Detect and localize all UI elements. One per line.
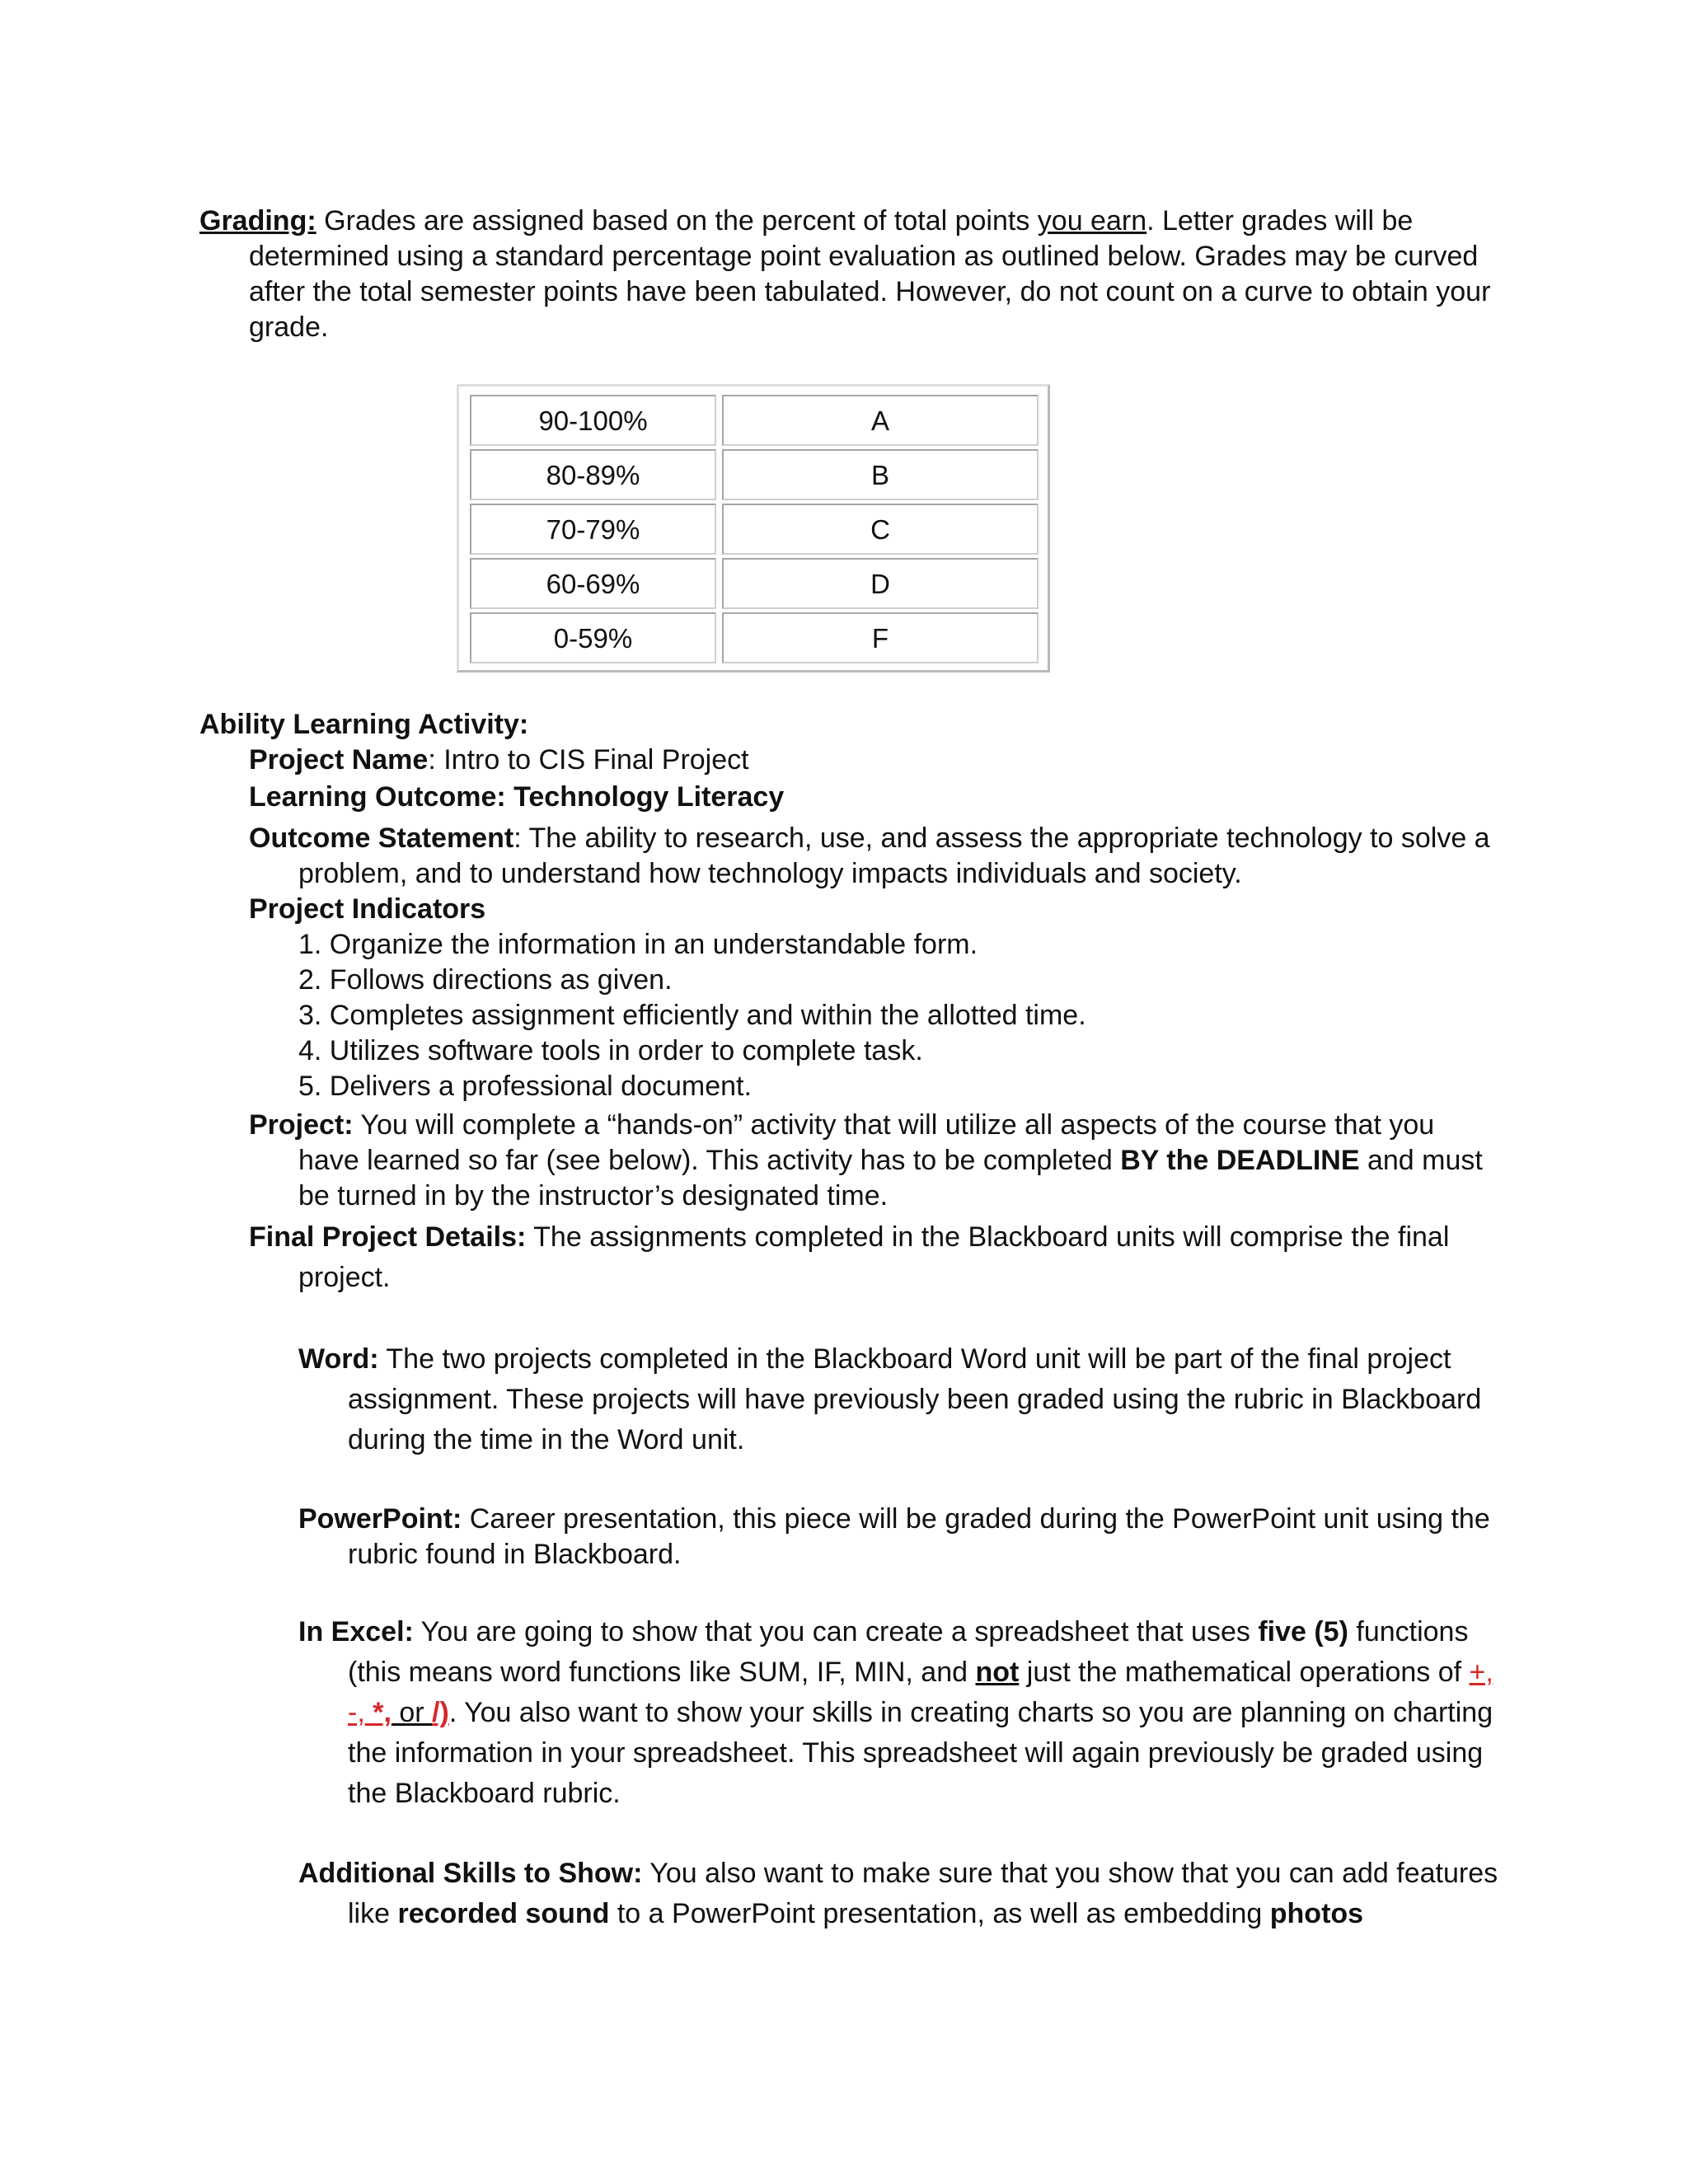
photos-emphasis: photos xyxy=(1269,1898,1364,1929)
outcome-statement-label: Outcome Statement xyxy=(249,823,514,854)
not-emphasis: not xyxy=(975,1657,1020,1688)
deadline-emphasis: BY the DEADLINE xyxy=(1120,1145,1360,1176)
spacer xyxy=(199,1298,1502,1339)
word-paragraph: Word: The two projects completed in the Blackboard Word unit will be part of the final project assignment. These projects will have previously been graded using the rubric in Blackboard during the time in the Word unit. xyxy=(298,1343,1482,1455)
grading-text-continued: . Letter grades will be determined using a standard percentage point evaluation as outlined below. Grades may be curved after the total semester points have been tabulated. However, do not count on a curve to obtain your grade. xyxy=(249,205,1491,343)
outcome-statement-text: : The ability to research, use, and assess the appropriate technology to solve a problem, and to understand how technology impacts individuals and society. xyxy=(298,823,1490,889)
grade-row xyxy=(470,395,1039,446)
grade-letter-cell: C xyxy=(722,504,1039,555)
grade-row xyxy=(470,449,1039,500)
final-project-details: Final Project Details: The assignments completed in the Blackboard units will comprise the final project. xyxy=(249,1221,1450,1293)
spacer xyxy=(199,1814,1502,1854)
word-label: Word: xyxy=(298,1343,379,1375)
grading-text: Grades are assigned based on the percent of total points xyxy=(316,205,1038,237)
indicator-item: 4. Utilizes software tools in order to complete task. xyxy=(298,1035,923,1066)
divide-operator: /) xyxy=(432,1697,449,1728)
five-functions-emphasis: five (5) xyxy=(1258,1616,1348,1647)
multiply-operator: *, xyxy=(364,1697,392,1728)
grading-section xyxy=(199,204,1502,345)
recorded-sound-emphasis: recorded sound xyxy=(397,1898,610,1929)
grade-letter-cell: F xyxy=(722,612,1039,663)
project-indicators-list xyxy=(199,927,1502,1104)
spacer xyxy=(199,1572,1502,1612)
grade-row xyxy=(470,558,1039,609)
final-project-details-label: Final Project Details: xyxy=(249,1221,527,1253)
ability-heading: Ability Learning Activity: xyxy=(199,709,529,740)
indicator-item: 5. Delivers a professional document. xyxy=(298,1071,752,1102)
grade-range-cell: 90-100% xyxy=(470,395,716,446)
grade-range-cell: 60-69% xyxy=(470,558,716,609)
project-paragraph: Project: You will complete a “hands-on” activity that will utilize all aspects of the course that you have learned so far (see below). This activity has to be completed BY the DEADLINE and must be turned in by the instructor’s designated time. xyxy=(249,1109,1483,1212)
outcome-statement xyxy=(199,821,1502,892)
grade-letter-cell: D xyxy=(722,558,1039,609)
indicator-item: 2. Follows directions as given. xyxy=(298,964,673,996)
plus-operator: +, xyxy=(1469,1657,1493,1688)
project-label: Project: xyxy=(249,1109,354,1141)
or-text: or xyxy=(391,1697,433,1728)
project-indicators-label: Project Indicators xyxy=(249,893,486,925)
excel-label: In Excel: xyxy=(298,1616,414,1647)
indicator-item: 1. Organize the information in an understandable form. xyxy=(298,929,978,960)
excel-paragraph: In Excel: You are going to show that you can create a spreadsheet that uses five (5) functions (this means word functions like SUM, IF, MIN, and not just the mathematical operations of +, -, *, or /). You also want to show your skills in creating charts so you are planning on charting the information in your spreadsheet. This spreadsheet will again previously be graded using the Blackboard rubric. xyxy=(298,1616,1493,1809)
grade-scale-table xyxy=(457,384,1050,673)
minus-operator: -, xyxy=(348,1697,365,1728)
learning-outcome: Learning Outcome: Technology Literacy xyxy=(249,781,785,813)
ability-learning-section xyxy=(199,707,1502,1934)
project-name-label: Project Name xyxy=(249,744,429,776)
grade-row xyxy=(470,504,1039,555)
indicator-item: 3. Completes assignment efficiently and within the allotted time. xyxy=(298,1000,1086,1031)
grading-paragraph xyxy=(199,204,1502,345)
project-name-value: : Intro to CIS Final Project xyxy=(428,744,749,776)
spacer xyxy=(199,1460,1502,1502)
grade-letter-cell: B xyxy=(722,449,1039,500)
powerpoint-label: PowerPoint: xyxy=(298,1503,462,1535)
additional-skills-label: Additional Skills to Show: xyxy=(298,1858,643,1889)
grade-row xyxy=(470,612,1039,663)
project-name xyxy=(199,743,1502,778)
powerpoint-paragraph: PowerPoint: Career presentation, this piece will be graded during the PowerPoint unit using the rubric found in Blackboard. xyxy=(298,1503,1490,1570)
grading-underlined-text: you earn xyxy=(1037,205,1147,237)
additional-skills-paragraph: Additional Skills to Show: You also want to make sure that you show that you can add features like recorded sound to a PowerPoint presentation, as well as embedding photos xyxy=(298,1858,1498,1929)
grade-range-cell: 80-89% xyxy=(470,449,716,500)
grade-letter-cell: A xyxy=(722,395,1039,446)
grade-range-cell: 0-59% xyxy=(470,612,716,663)
grading-label: Grading: xyxy=(199,205,316,237)
grade-range-cell: 70-79% xyxy=(470,504,716,555)
